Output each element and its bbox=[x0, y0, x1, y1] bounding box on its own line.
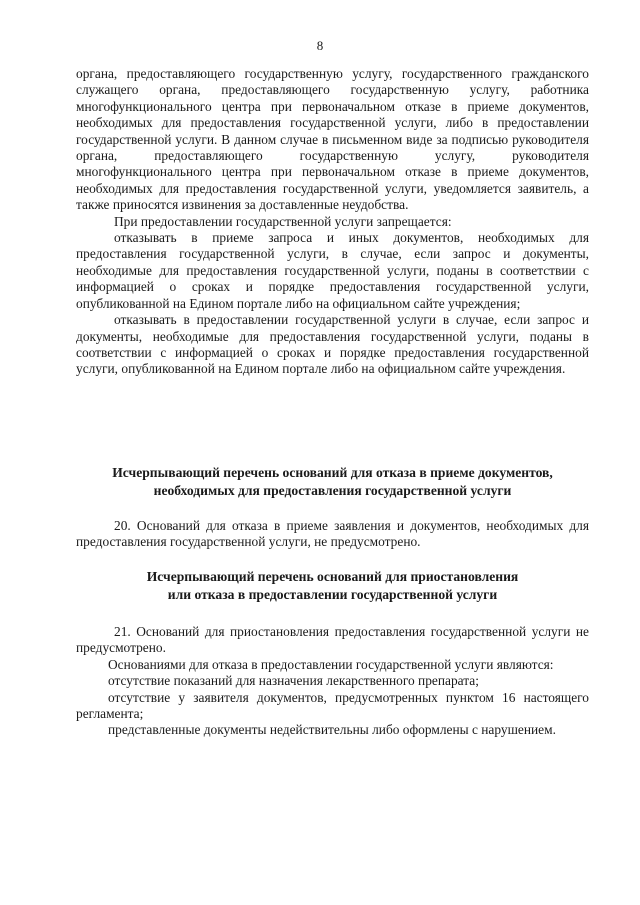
paragraph-refusal-ground-2: отсутствие у заявителя документов, предусмотренных пунктом 16 настоящего регламента; bbox=[76, 689, 589, 722]
paragraph-prohibited-item-2: отказывать в предоставлении государственной услуги в случае, если запрос и документы, необходимые для предоставления государственной услуги, поданы в соответствии с информацией о сроках и порядке предоставления государственной услуги, опубликованной на Едином портале либо на официальном сайте учреждения. bbox=[76, 312, 589, 377]
paragraph-block-2 bbox=[76, 518, 589, 551]
paragraph-item-20: 20. Оснований для отказа в приеме заявления и документов, необходимых для предоставления государственной услуги, не предусмотрено. bbox=[76, 518, 589, 550]
paragraph-item-21: 21. Оснований для приостановления предоставления государственной услуги не предусмотрено. bbox=[76, 624, 589, 656]
page-number: 8 bbox=[316, 38, 324, 53]
paragraph-prohibited-item-1: отказывать в приеме запроса и иных документов, необходимых для предоставления государственной услуги, в случае, если запрос и документы, необходимые для предоставления государственной услуги, поданы в соответствии с информацией о сроках и порядке предоставления государственной услуги, опубликованной на Едином портале либо на официальном сайте учреждения; bbox=[76, 230, 589, 311]
heading-line: необходимых для предоставления государственной услуги bbox=[153, 483, 512, 498]
heading-line: Исчерпывающий перечень оснований для отказа в приеме документов, bbox=[112, 465, 553, 480]
paragraph-refusal-grounds-intro: Основаниями для отказа в предоставлении государственной услуги являются: bbox=[108, 656, 554, 672]
paragraph-refusal-ground-1: отсутствие показаний для назначения лекарственного препарата; bbox=[108, 673, 479, 689]
paragraph-block-3 bbox=[76, 624, 589, 739]
heading-line: Исчерпывающий перечень оснований для приостановления bbox=[146, 569, 519, 584]
paragraph-refusal-ground-3: представленные документы недействительны либо оформлены с нарушением. bbox=[108, 722, 556, 738]
paragraph-prohibited-intro: При предоставлении государственной услуги запрещается: bbox=[114, 213, 452, 229]
paragraph-refusal-apology: органа, предоставляющего государственную услугу, государственного гражданского служащего органа, предоставляющего государственную услугу, работника многофункционального центра при первоначальном отказе в приеме документов, необходимых для предоставления государственной услуги, либо в предоставлении государственной услуги. В данном случае в письменном виде за подписью руководителя органа, предоставляющего государственную услугу, руководителя многофункционального центра при первоначальном отказе в приеме документов, необходимых для предоставления государственной услуги, уведомляется заявитель, а также приносятся извинения за доставленные неудобства. bbox=[76, 66, 589, 213]
section-heading-suspension-refusal bbox=[76, 568, 589, 604]
paragraph-block-1 bbox=[76, 66, 589, 378]
heading-line: или отказа в предоставлении государственной услуги bbox=[167, 587, 498, 602]
section-heading-refusal-reception bbox=[76, 464, 589, 500]
